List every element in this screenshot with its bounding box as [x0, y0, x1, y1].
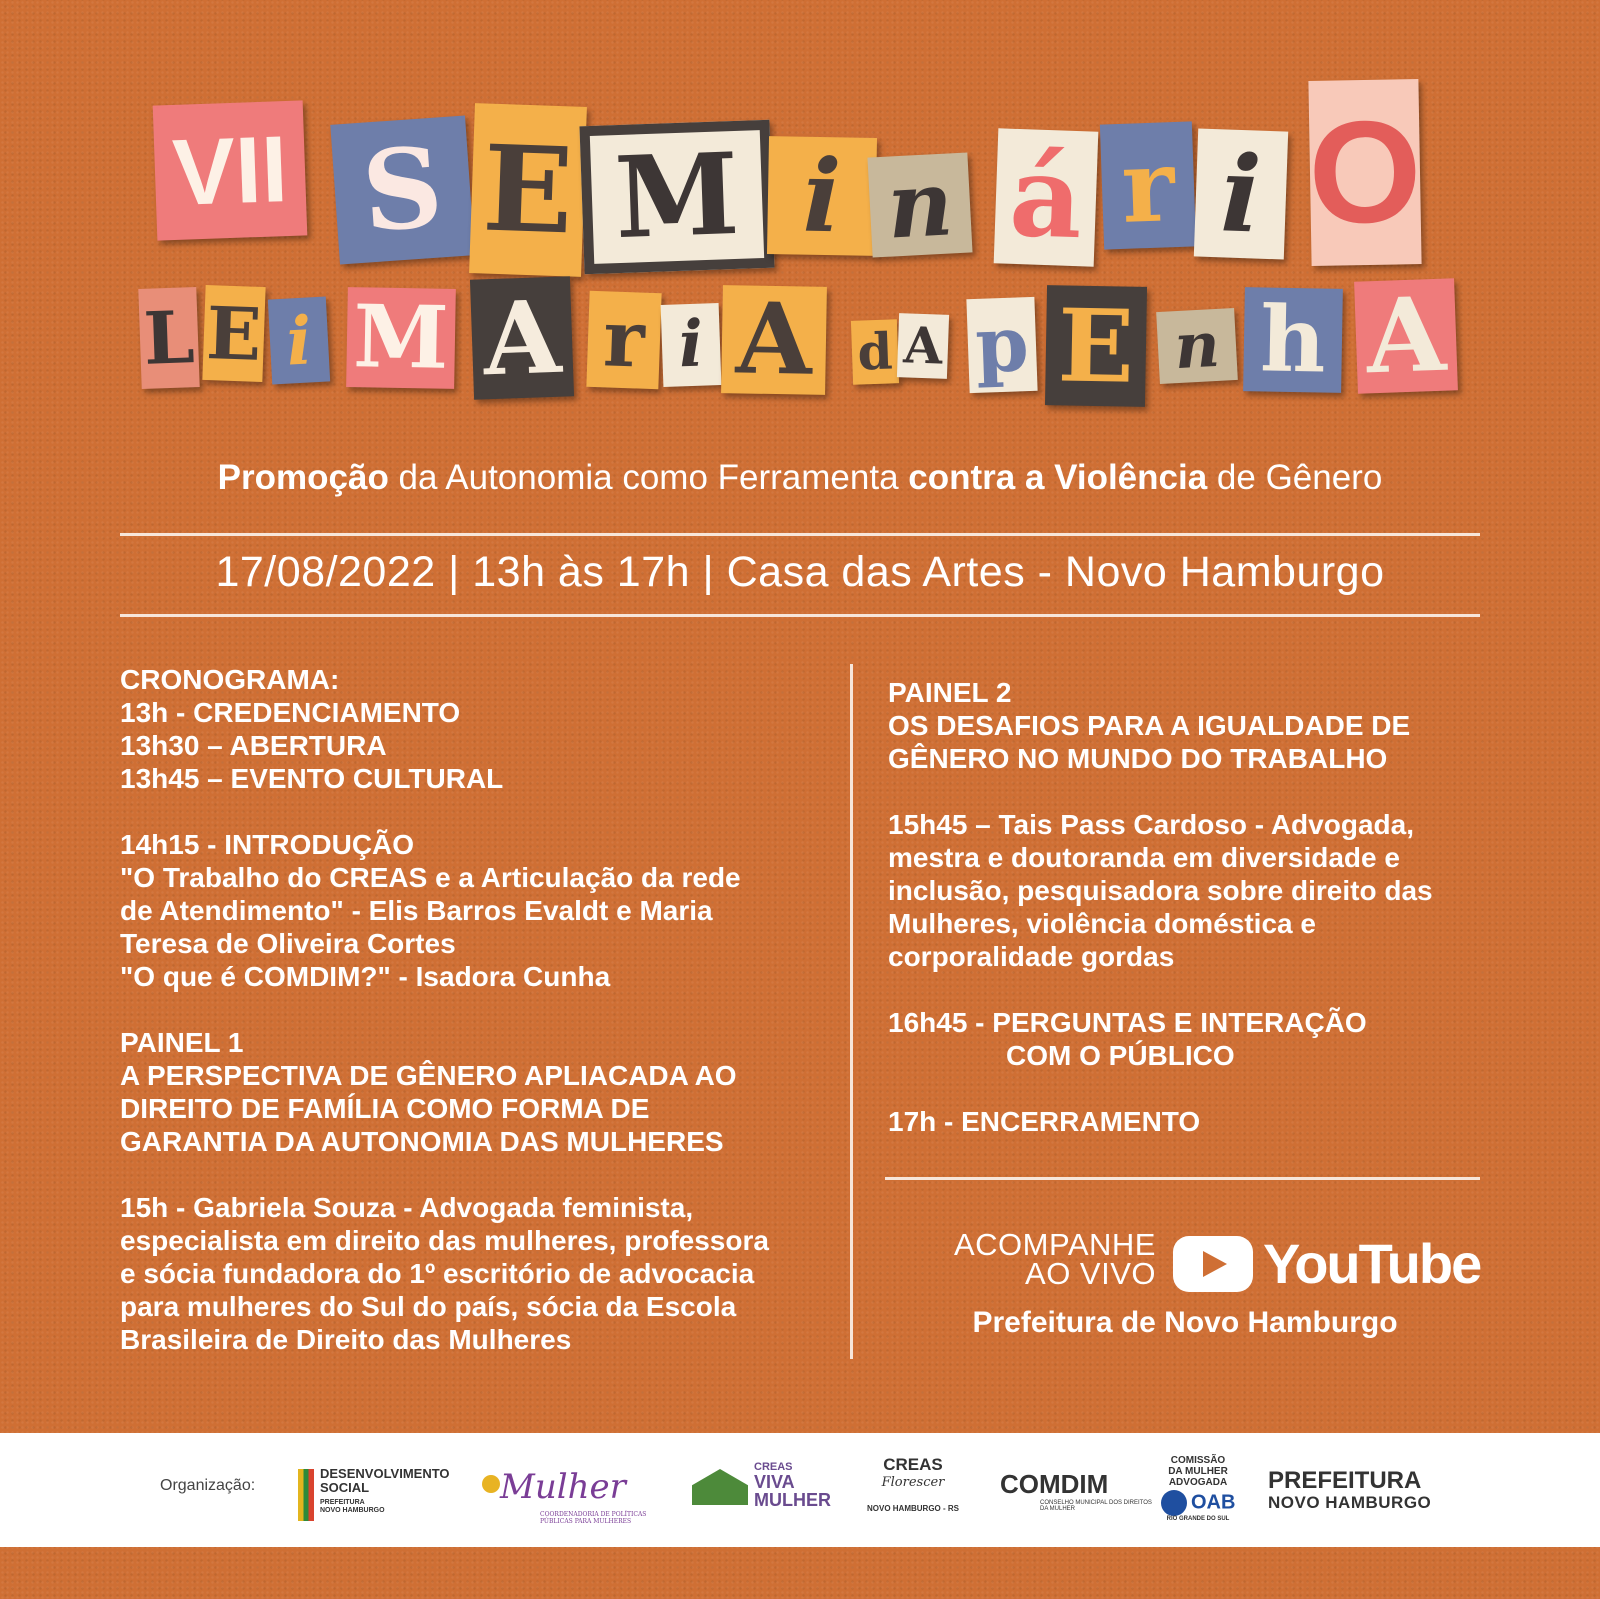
oab-text-5: RIO GRANDE DO SUL	[1166, 1516, 1230, 1522]
youtube-icon	[1173, 1236, 1253, 1292]
subtitle-bold-1: Promoção	[217, 458, 389, 497]
title-tile: VII	[153, 100, 308, 240]
painel2-line: GÊNERO NO MUNDO DO TRABALHO	[888, 743, 1388, 774]
title-tile: E	[202, 285, 265, 382]
ds-text-4: NOVO HAMBURGO	[320, 1507, 385, 1514]
fl-text-3: NOVO HAMBURGO - RS	[867, 1504, 959, 1513]
painel1-line: PAINEL 1	[120, 1027, 244, 1058]
title-line-2	[0, 268, 1600, 428]
encerramento-line: 17h - ENCERRAMENTO	[888, 1106, 1201, 1137]
speaker1-line: e sócia fundadora do 1º escritório de advocacia	[120, 1258, 755, 1289]
title-tile: i	[767, 136, 877, 256]
oab-mark	[1158, 1490, 1238, 1516]
subtitle-bold-2: contra a Violência	[908, 458, 1208, 497]
comdim-text: COMDIM	[1000, 1469, 1109, 1499]
divider-bottom	[120, 614, 1480, 617]
logo-creas-florescer	[858, 1455, 968, 1513]
painel1-line: A PERSPECTIVA DE GÊNERO APLIACADA AO	[120, 1060, 737, 1091]
perguntas-line: 16h45 - PERGUNTAS E INTERAÇÃO	[888, 1007, 1367, 1038]
divider-right	[885, 1177, 1480, 1180]
live-line-1: ACOMPANHE	[953, 1227, 1156, 1262]
title-tile: n	[867, 152, 972, 257]
speaker2-line: corporalidade gordas	[888, 941, 1175, 972]
vm-text-3: MULHER	[754, 1490, 831, 1510]
title-tile: p	[966, 297, 1037, 393]
title-tile: i	[1194, 128, 1288, 259]
house-icon	[692, 1469, 748, 1505]
fl-text-1: CREAS	[883, 1455, 943, 1474]
subtitle-text-1: da Autonomia como Ferramenta	[388, 458, 909, 497]
channel-name: Prefeitura de Novo Hamburgo	[972, 1306, 1398, 1339]
live-callout	[920, 1227, 1156, 1291]
title-tile: E	[469, 103, 587, 277]
oab-globe-icon	[1161, 1490, 1187, 1516]
event-dateline: 17/08/2022 | 13h às 17h | Casa das Artes - Novo Hamburgo	[215, 548, 1385, 596]
intro-line: "O que é COMDIM?" - Isadora Cunha	[120, 961, 611, 992]
title-tile: E	[1045, 285, 1147, 407]
venus-icon	[482, 1475, 500, 1493]
title-line-1	[0, 75, 1600, 265]
intro-line: 14h15 - INTRODUÇÃO	[120, 829, 415, 860]
logo-desenvolvimento-social	[320, 1467, 450, 1515]
oab-text-1: COMISSÃO	[1170, 1455, 1226, 1466]
title-tile: A	[470, 276, 574, 399]
title-tile: i	[661, 303, 722, 387]
title-tile: M	[346, 287, 456, 389]
perguntas-line: COM O PÚBLICO	[1006, 1040, 1235, 1071]
fl-text-2: Florescer	[881, 1475, 945, 1490]
schedule-item: 13h30 – ABERTURA	[120, 730, 387, 761]
painel1-line: DIREITO DE FAMÍLIA COMO FORMA DE	[120, 1093, 650, 1124]
speaker1-line: 15h - Gabriela Souza - Advogada feminista,	[120, 1192, 694, 1223]
schedule-item: 13h - CREDENCIAMENTO	[120, 697, 461, 728]
painel2-line: OS DESAFIOS PARA A IGUALDADE DE	[888, 710, 1411, 741]
logo-comdim	[1000, 1469, 1160, 1512]
title-tile: d	[851, 319, 899, 385]
title-tile: n	[1156, 308, 1238, 384]
title-tile: M	[579, 120, 774, 275]
subtitle-text-2: de Gênero	[1207, 458, 1383, 497]
comdim-subtext: CONSELHO MUNICIPAL DOS DIREITOS DA MULHER	[1040, 1500, 1152, 1512]
speaker2-line: mestra e doutoranda em diversidade e	[888, 842, 1400, 873]
pref-text-2: NOVO HAMBURGO	[1268, 1493, 1432, 1512]
title-tile: r	[1100, 121, 1196, 249]
speaker1-line: Brasileira de Direito das Mulheres	[120, 1324, 572, 1355]
footer-logos	[0, 1433, 1600, 1547]
title-tile: A	[897, 313, 949, 379]
painel1-line: GARANTIA DA AUTONOMIA DAS MULHERES	[120, 1126, 724, 1157]
title-tile: á	[994, 128, 1099, 266]
pref-text-1: PREFEITURA	[1268, 1467, 1422, 1494]
vm-text-1: CREAS	[754, 1461, 793, 1473]
intro-line: Teresa de Oliveira Cortes	[120, 928, 456, 959]
title-tile: i	[268, 297, 330, 385]
column-divider	[850, 664, 853, 1359]
intro-line: "O Trabalho do CREAS e a Articulação da rede	[120, 862, 741, 893]
speaker2-line: Mulheres, violência doméstica e	[888, 908, 1316, 939]
ds-flag-icon	[298, 1469, 314, 1521]
title-tile: A	[1354, 278, 1458, 393]
title-tile: S	[330, 115, 474, 264]
speaker2-line: 15h45 – Tais Pass Cardoso - Advogada,	[888, 809, 1414, 840]
youtube-logo[interactable]	[1173, 1231, 1480, 1296]
live-line-2: AO VIVO	[1025, 1256, 1156, 1291]
oab-text-3: ADVOGADA	[1168, 1477, 1228, 1488]
vm-text-2: VIVA	[754, 1472, 795, 1492]
logo-oab-comissao	[1158, 1455, 1238, 1522]
vm-text	[754, 1461, 831, 1509]
speaker2-line: inclusão, pesquisadora sobre direito das	[888, 875, 1433, 906]
schedule-heading: CRONOGRAMA:	[120, 664, 340, 695]
mulher-subtext: COORDENADORIA DE POLÍTICAS PÚBLICAS PARA MULHERES	[540, 1511, 647, 1525]
speaker1-line: para mulheres do Sul do país, sócia da Escola	[120, 1291, 737, 1322]
logo-mulher	[500, 1467, 647, 1525]
footer-band	[0, 1547, 1600, 1599]
organizacao-label: Organização:	[160, 1477, 256, 1494]
logo-prefeitura-nh	[1268, 1469, 1431, 1513]
subtitle	[0, 458, 1600, 498]
title-tile: L	[138, 287, 199, 389]
oab-text-2: DA MULHER	[1168, 1466, 1228, 1477]
oab-text-4: OAB	[1191, 1491, 1236, 1514]
title-tile: A	[721, 285, 827, 395]
schedule-item: 13h45 – EVENTO CULTURAL	[120, 763, 504, 794]
title-tile: r	[586, 291, 661, 389]
speaker1-line: especialista em direito das mulheres, professora	[120, 1225, 769, 1256]
ds-text-2: SOCIAL	[320, 1480, 370, 1495]
youtube-wordmark: YouTube	[1263, 1232, 1481, 1295]
painel2-line: PAINEL 2	[888, 677, 1012, 708]
divider-top	[120, 533, 1480, 536]
ds-text-1: DESENVOLVIMENTO	[320, 1466, 450, 1481]
title-tile: O	[1308, 79, 1421, 266]
intro-line: de Atendimento" - Elis Barros Evaldt e Maria	[120, 895, 713, 926]
title-tile: h	[1243, 287, 1343, 393]
schedule-left	[120, 663, 840, 1356]
logo-creas-viva-mulher	[692, 1457, 831, 1517]
mulher-text: Mulher	[500, 1467, 626, 1507]
ds-text-3: PREFEITURA	[320, 1499, 365, 1506]
schedule-right	[888, 676, 1488, 1138]
